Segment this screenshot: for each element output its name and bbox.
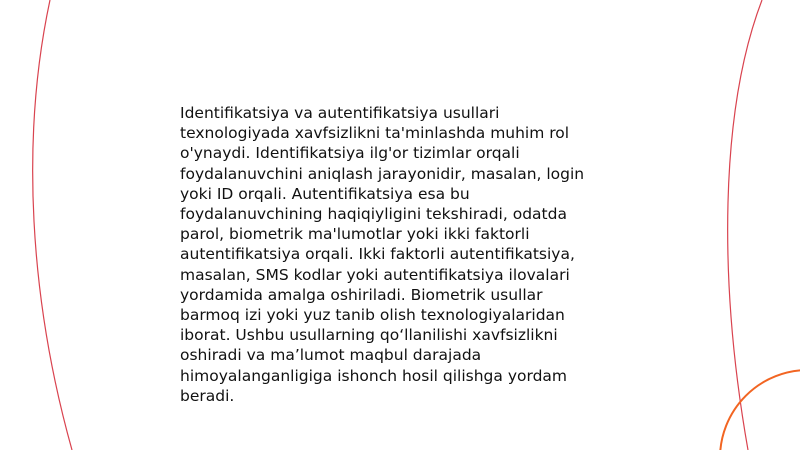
body-paragraph: Identifikatsiya va autentifikatsiya usullari texnologiyada xavfsizlikni ta'minlashda muhim rol o'ynaydi. Identifikatsiya ilg'or tizimlar orqali foydalanuvchini aniqlash jarayonidir, masalan, login yoki ID orqali. Autentifikatsiya esa bu foydalanuvchining haqiqiyligini tekshiradi, odatda parol, biometrik ma'lumotlar yoki ikki faktorli autentifikatsiya orqali. Ikki faktorli autentifikatsiya, masalan, SMS kodlar yoki autentifikatsiya ilovalari yordamida amalga oshiriladi. Biometrik usullar barmoq izi yoki yuz tanib olish texnologiyalaridan iborat. Ushbu usullarning qo‘llanilishi xavfsizlikni oshiradi va ma’lumot maqbul darajada himoyalanganligiga ishonch hosil qilishga yordam beradi. [180,104,585,405]
right-arc-line [728,0,762,450]
orange-circle-outline [720,370,800,450]
left-arc-line [33,0,72,450]
